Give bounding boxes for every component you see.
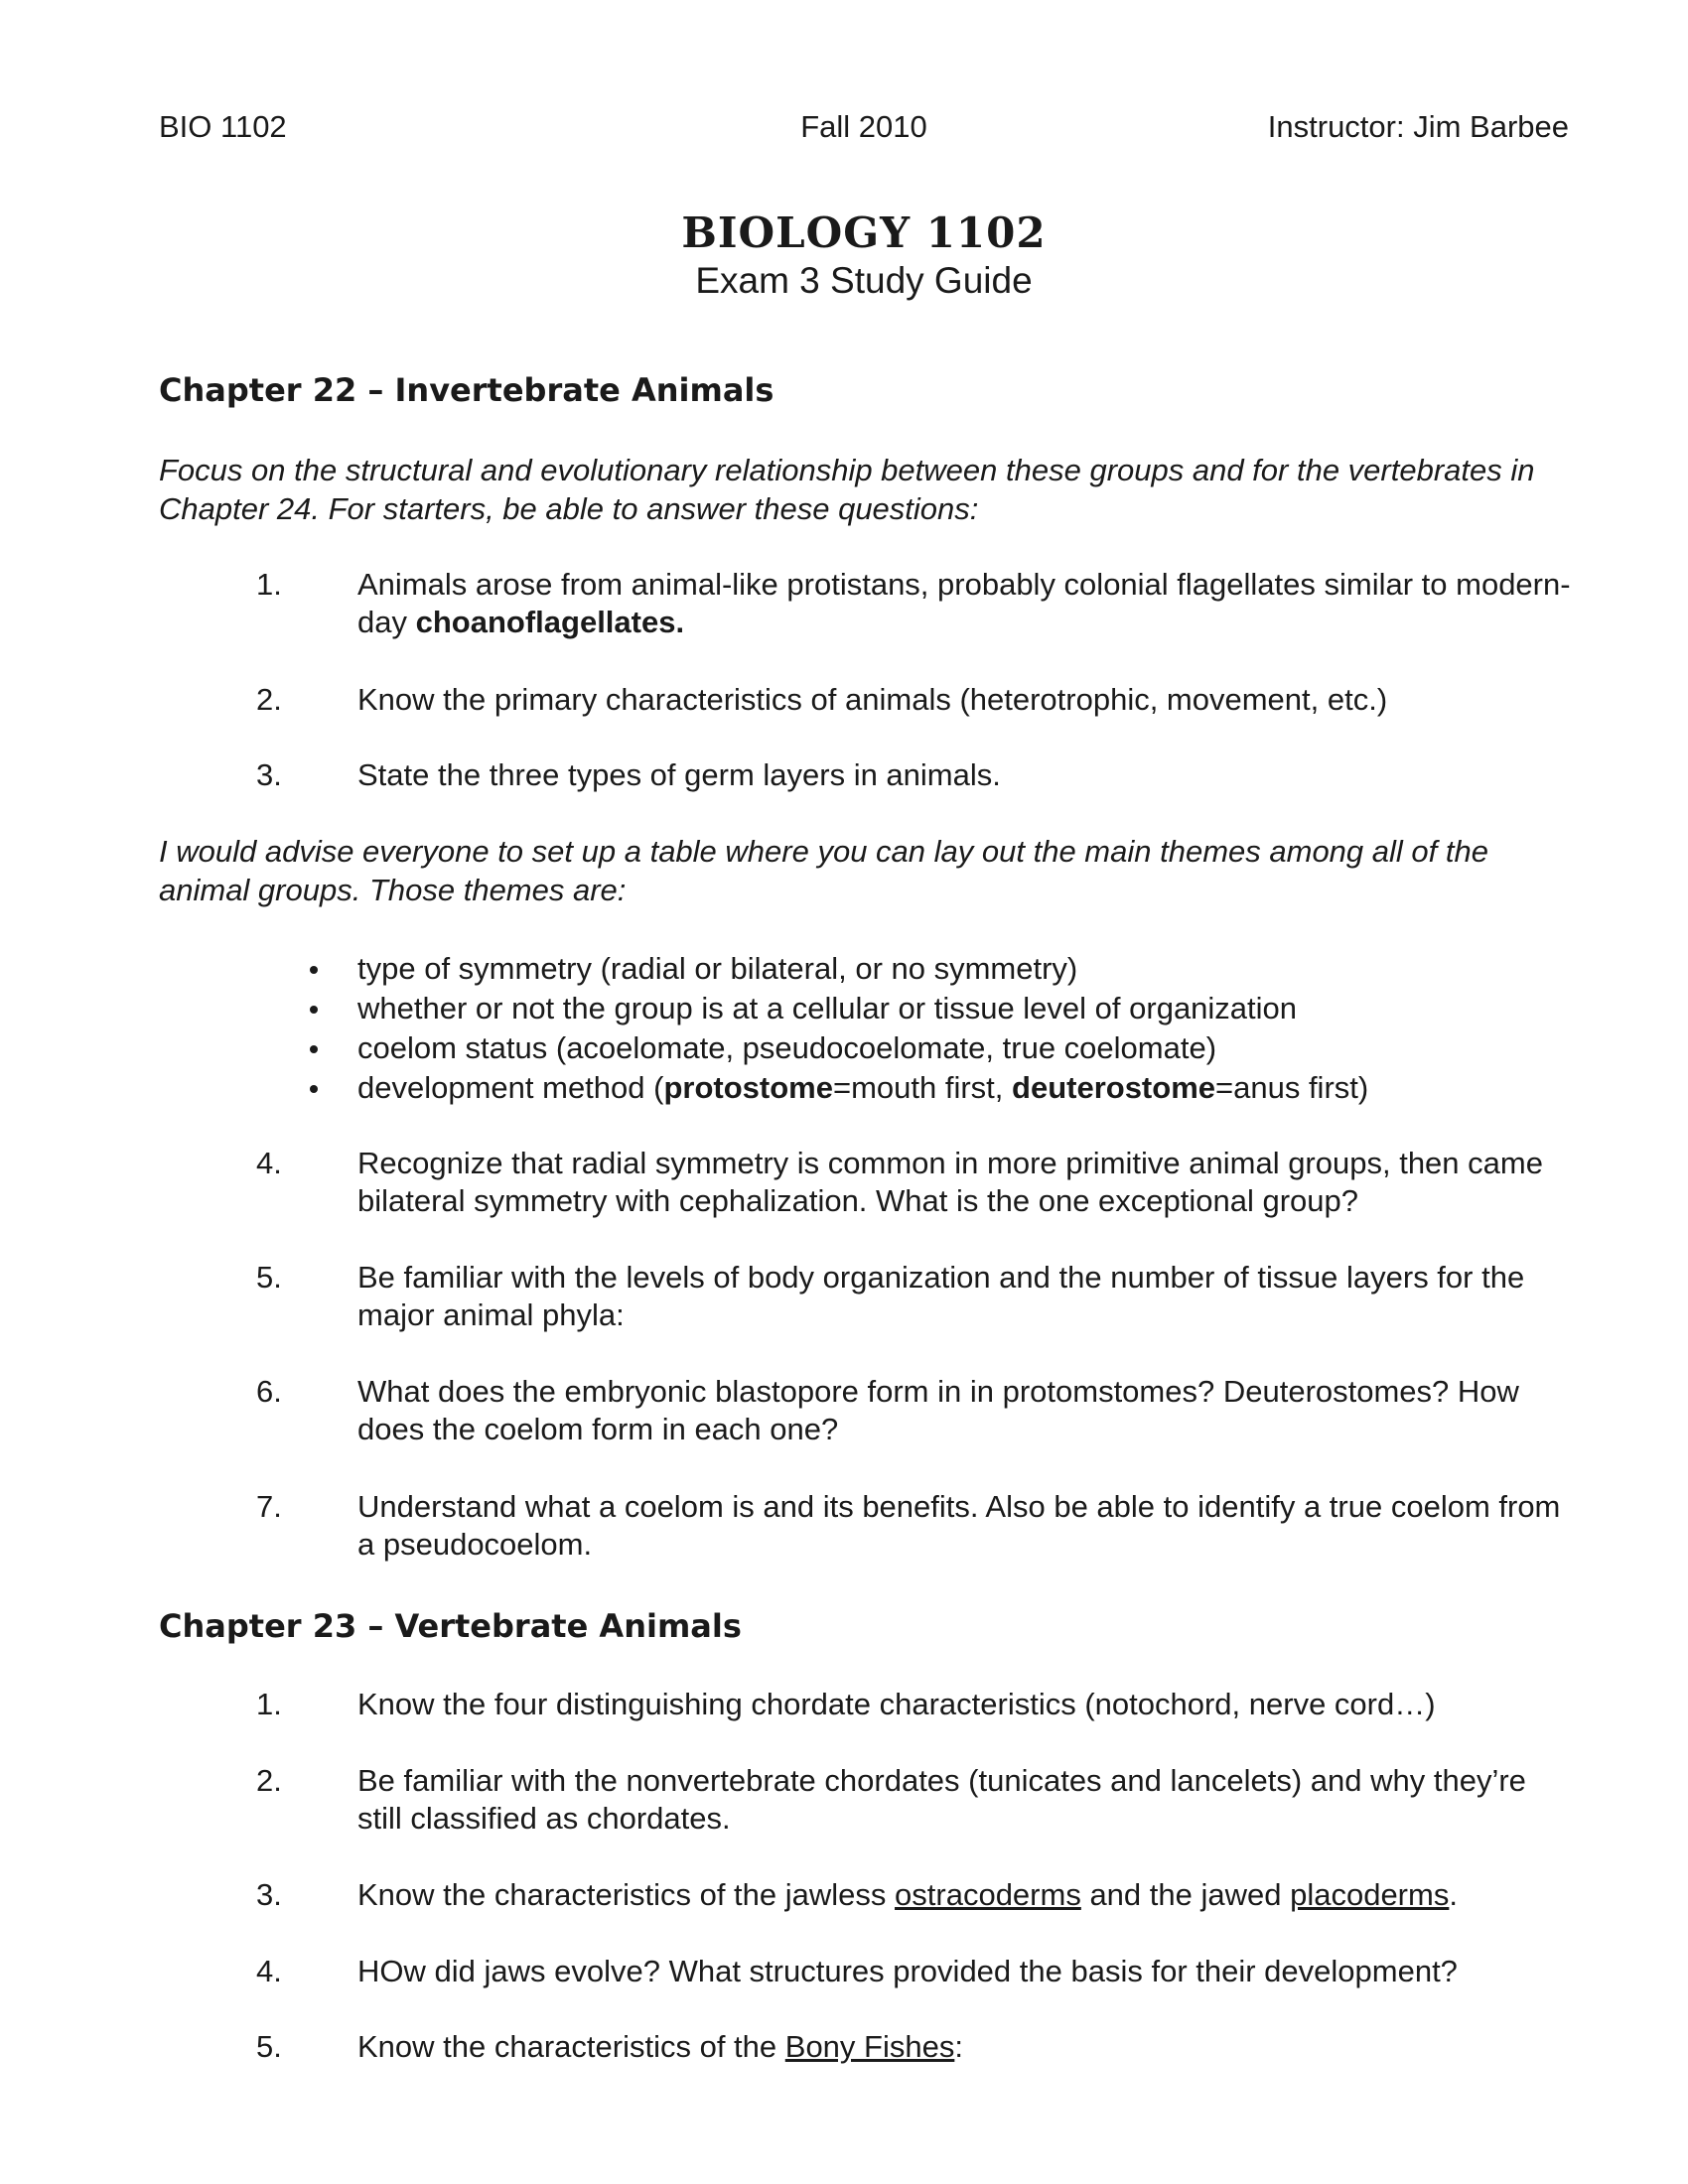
item-number: 3. — [256, 1877, 282, 1912]
item-number: 6. — [256, 1374, 282, 1409]
page-title: BIOLOGY 1102 — [681, 208, 1047, 257]
item-number: 7. — [256, 1489, 282, 1524]
page-subtitle: Exam 3 Study Guide — [695, 260, 1033, 301]
item-text: Know the characteristics of the Bony Fishes: — [357, 2029, 963, 2064]
course-code: BIO 1102 — [159, 109, 287, 144]
chapter-22-intro: Focus on the structural and evolutionary relationship between these groups and for the vertebrates in Chapter 24. For starters, be able to answer these questions: — [159, 453, 1535, 526]
bullet-text: coelom status (acoelomate, pseudocoelomate, true coelomate) — [357, 1030, 1217, 1065]
underlined-term: placoderms — [1290, 1877, 1450, 1912]
item-text: Recognize that radial symmetry is common in more primitive animal groups, then came bilateral symmetry with cephalization. What is the one exceptional group? — [357, 1146, 1543, 1218]
item-number: 1. — [256, 567, 282, 602]
item-number: 3. — [256, 757, 282, 792]
bullet-text: development method (protostome=mouth first, deuterostome=anus first) — [357, 1070, 1369, 1105]
item-number: 2. — [256, 1763, 282, 1798]
bold-term: protostome — [663, 1070, 833, 1105]
item-text: Be familiar with the nonvertebrate chordates (tunicates and lancelets) and why they’re still classified as chordates. — [357, 1763, 1526, 1836]
chapter-22-heading: Chapter 22 – Invertebrate Animals — [159, 371, 774, 409]
item-text: Know the characteristics of the jawless ostracoderms and the jawed placoderms. — [357, 1877, 1458, 1912]
bullet-icon — [310, 1085, 318, 1093]
underlined-term: Bony Fishes — [784, 2029, 955, 2064]
item-number: 4. — [256, 1146, 282, 1180]
bold-term: deuterostome — [1012, 1070, 1215, 1105]
item-number: 4. — [256, 1954, 282, 1988]
bullet-text: whether or not the group is at a cellular or tissue level of organization — [357, 991, 1298, 1025]
bold-term: choanoflagellates. — [415, 605, 685, 639]
item-text: Know the four distinguishing chordate characteristics (notochord, nerve cord…) — [357, 1687, 1436, 1721]
item-number: 5. — [256, 1260, 282, 1295]
item-text: Understand what a coelom is and its benefits. Also be able to identify a true coelom from a pseudocoelom. — [357, 1489, 1561, 1562]
item-number: 2. — [256, 682, 282, 717]
bullet-text: type of symmetry (radial or bilateral, or no symmetry) — [357, 951, 1078, 986]
term: Fall 2010 — [800, 109, 927, 144]
item-text: Be familiar with the levels of body organization and the number of tissue layers for the major animal phyla: — [357, 1260, 1525, 1332]
bullet-icon — [310, 1006, 318, 1014]
item-text: HOw did jaws evolve? What structures provided the basis for their development? — [357, 1954, 1458, 1988]
item-text: What does the embryonic blastopore form in in protomstomes? Deuterostomes? How does the coelom form in each one? — [357, 1374, 1519, 1446]
chapter-22-advice: I would advise everyone to set up a table where you can lay out the main themes among all of the animal groups. Those themes are: — [159, 834, 1488, 907]
item-number: 5. — [256, 2029, 282, 2064]
bullet-icon — [310, 1045, 318, 1053]
chapter-23-heading: Chapter 23 – Vertebrate Animals — [159, 1607, 742, 1645]
item-text: Know the primary characteristics of animals (heterotrophic, movement, etc.) — [357, 682, 1388, 717]
item-text: State the three types of germ layers in animals. — [357, 757, 1001, 792]
underlined-term: ostracoderms — [895, 1877, 1081, 1912]
item-number: 1. — [256, 1687, 282, 1721]
instructor: Instructor: Jim Barbee — [1267, 109, 1569, 144]
item-text: Animals arose from animal-like protistans, probably colonial flagellates similar to modern-day choanoflagellates. — [357, 567, 1571, 639]
bullet-icon — [310, 966, 318, 974]
